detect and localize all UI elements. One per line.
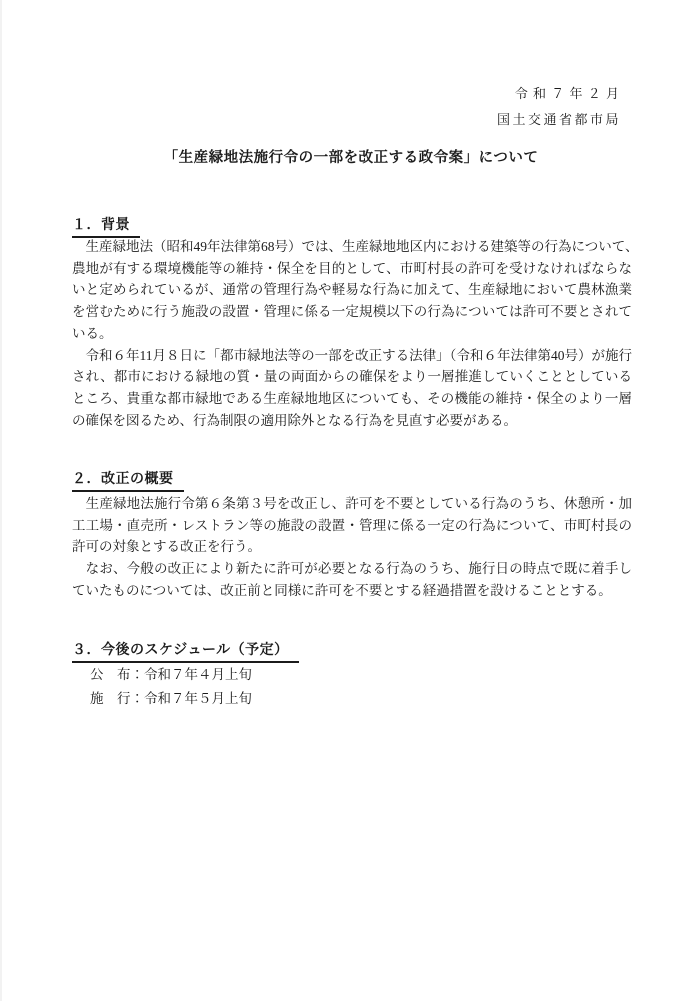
paragraph-line: を営むために行う施設の設置・管理に係る一定規模以下の行為については許可不要とされて: [72, 304, 632, 320]
section-3-heading-text: ３．今後のスケジュール（予定）: [72, 639, 299, 663]
section-1-heading-text: １．背景: [72, 214, 140, 238]
section-1-heading: [72, 214, 140, 238]
paragraph-line: いと定められているが、通常の管理行為や軽易な行為に加えて、生産緑地において農林漁業: [72, 282, 632, 298]
paragraph-line: 農地が有する環境機能等の維持・保全を目的として、市町村長の許可を受けなければならな: [72, 260, 632, 276]
paragraph-line: ところ、貴重な都市緑地である生産緑地地区についても、その機能の維持・保全のより一層: [72, 390, 632, 406]
section-3-heading: [72, 639, 299, 663]
paragraph-line: 生産緑地法（昭和49年法律第68号）では、生産緑地地区内における建築等の行為について、: [72, 239, 639, 254]
issuing-department: 国土交通省都市局: [496, 112, 621, 127]
document-date: 令 和 ７ 年 ２ 月: [514, 86, 620, 101]
section-2-heading: [72, 468, 184, 492]
paragraph-line: いる。: [72, 325, 113, 341]
paragraph-line: 令和６年11月８日に「都市緑地法等の一部を改正する法律」（令和６年法律第40号）が施行: [72, 347, 632, 363]
document-title: 「生産緑地法施行令の一部を改正する政令案」について: [163, 150, 539, 166]
schedule-item-enforcement: 施 行：令和７年５月上旬: [90, 691, 252, 706]
section-2-heading-text: ２．改正の概要: [72, 468, 184, 492]
paragraph-line: ていたものについては、改正前と同様に許可を不要とする経過措置を設けることとする。: [72, 582, 612, 598]
paragraph: [72, 236, 639, 345]
schedule-item-promulgation: 公 布：令和７年４月上旬: [90, 667, 252, 682]
section-1-body: [72, 236, 639, 431]
schedule-list: [90, 663, 252, 711]
paragraph-line: 工工場・直売所・レストラン等の施設の設置・管理に係る一定の行為について、市町村長の: [72, 517, 632, 533]
paragraph-line: 生産緑地法施行令第６条第３号を改正し、許可を不要としている行為のうち、休憩所・加: [72, 496, 632, 511]
paragraph: [72, 345, 632, 432]
paragraph-line: され、都市における緑地の質・量の両面からの確保をより一層推進していくこととしている: [72, 369, 632, 385]
paragraph: [72, 493, 632, 558]
paragraph-line: なお、今般の改正により新たに許可が必要となる行為のうち、施行日の時点で既に着手し: [72, 561, 632, 577]
section-2-body: [72, 493, 632, 602]
paragraph-line: 許可の対象とする改正を行う。: [72, 539, 261, 555]
paragraph-line: の確保を図るため、行為制限の適用除外となる行為を見直す必要がある。: [72, 412, 517, 428]
paragraph: [72, 558, 632, 601]
